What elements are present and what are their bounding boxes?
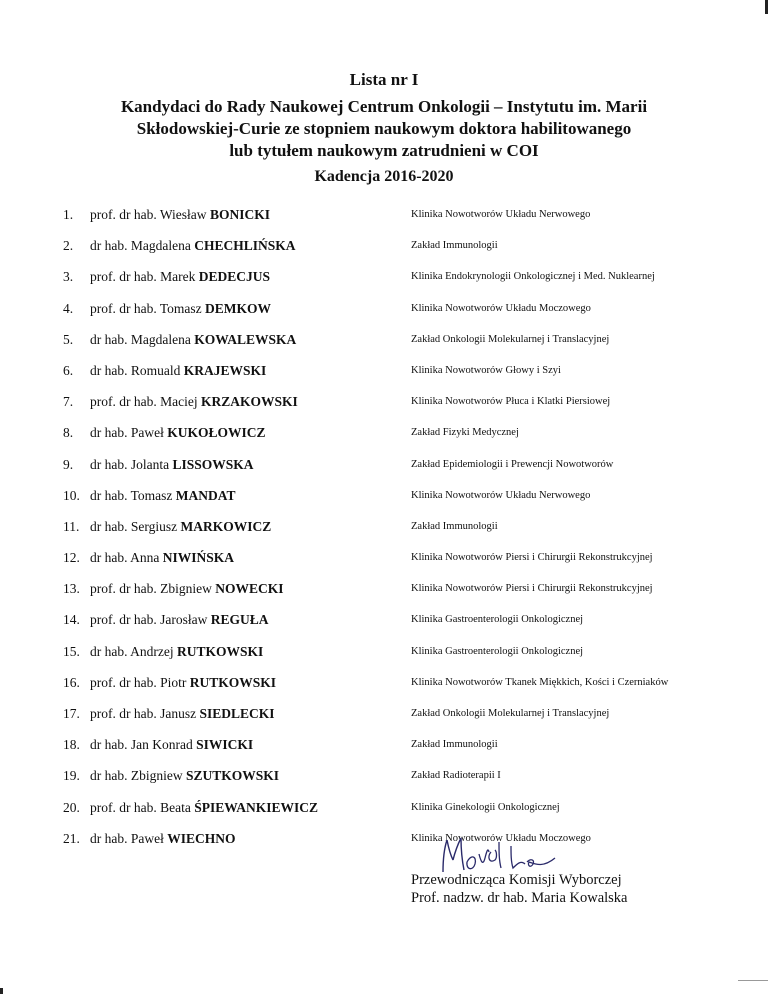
candidate-surname: SIEDLECKI — [199, 706, 275, 721]
candidate-row — [0, 387, 768, 418]
candidate-row — [0, 325, 768, 356]
candidate-unit: Klinika Nowotworów Układu Nerwowego — [411, 209, 591, 220]
candidate-title: prof. dr hab. Piotr — [90, 674, 187, 690]
candidate-surname: MANDAT — [175, 487, 236, 503]
candidate-title: prof. dr hab. Maciej — [90, 394, 198, 410]
candidate-unit: Zakład Immunologii — [411, 240, 498, 252]
candidate-surname: NIWIŃSKA — [162, 550, 234, 566]
candidate-number: 17. — [63, 706, 80, 721]
candidate-name — [90, 488, 236, 504]
candidate-row — [0, 418, 768, 449]
title-line-3: lub tytułem naukowym zatrudnieni w COI — [229, 141, 539, 160]
candidate-number: 21. — [63, 830, 80, 846]
candidate-number: 5. — [63, 331, 74, 347]
candidate-row — [0, 605, 768, 636]
signature-role: Przewodnicząca Komisji Wyborczej — [411, 872, 622, 888]
candidate-row — [0, 200, 768, 231]
candidate-surname: KRAJEWSKI — [183, 362, 267, 378]
title-line-1: Kandydaci do Rady Naukowej Centrum Onkologii – Instytutu im. Marii — [120, 97, 648, 116]
candidate-name — [90, 332, 296, 348]
candidate-surname: ŚPIEWANKIEWICZ — [194, 799, 318, 815]
candidate-number: 4. — [63, 300, 74, 316]
candidate-row — [0, 356, 768, 387]
candidate-row — [0, 637, 768, 668]
candidate-number: 15. — [63, 643, 80, 659]
candidate-title: dr hab. Magdalena — [90, 331, 191, 347]
candidate-row — [0, 262, 768, 293]
candidate-unit: Zakład Radioterapii I — [411, 770, 501, 782]
candidate-name — [90, 238, 296, 254]
candidate-title: dr hab. Paweł — [90, 425, 164, 441]
candidate-row — [0, 543, 768, 574]
candidate-surname: SIWICKI — [196, 737, 254, 753]
candidate-surname: REGUŁA — [210, 612, 269, 628]
candidate-title: prof. dr hab. Beata — [90, 799, 191, 815]
candidate-row — [0, 574, 768, 605]
candidate-number: 3. — [63, 269, 74, 285]
candidate-row — [0, 668, 768, 699]
candidate-title: prof. dr hab. Zbigniew — [90, 581, 212, 597]
candidate-title: prof. dr hab. Tomasz — [90, 300, 202, 316]
candidate-surname: WIECHNO — [167, 830, 236, 846]
scan-artifact — [0, 988, 3, 994]
candidate-number: 12. — [63, 550, 80, 566]
candidate-surname: RUTKOWSKI — [176, 643, 264, 659]
candidate-surname: CHECHLIŃSKA — [194, 238, 296, 254]
candidate-title: dr hab. Jolanta — [90, 456, 170, 472]
candidate-title: dr hab. Andrzej — [90, 643, 174, 659]
candidate-unit: Klinika Endokrynologii Onkologicznej i Med. Nuklearnej — [411, 271, 655, 283]
candidate-number: 14. — [63, 612, 80, 628]
candidate-unit: Klinika Ginekologii Onkologicznej — [411, 801, 560, 813]
candidate-name — [90, 269, 270, 285]
candidate-number: 13. — [63, 581, 80, 597]
candidate-unit: Klinika Gastroenterologii Onkologicznej — [411, 645, 584, 657]
candidate-unit: Klinika Nowotworów Układu Moczowego — [411, 302, 591, 314]
candidate-unit: Zakład Onkologii Molekularnej i Translacyjnej — [411, 333, 610, 345]
candidate-name — [90, 831, 236, 847]
candidate-name — [90, 737, 253, 753]
candidate-row — [0, 699, 768, 730]
candidate-title: dr hab. Tomasz — [90, 487, 173, 503]
candidate-unit: Klinika Nowotworów Głowy i Szyi — [411, 364, 561, 376]
candidate-name — [90, 581, 283, 597]
candidate-title: dr hab. Romuald — [90, 362, 181, 378]
candidate-name — [90, 301, 271, 317]
candidate-title: prof. dr hab. Wiesław — [90, 207, 207, 222]
candidate-surname: RUTKOWSKI — [189, 674, 277, 690]
candidate-name — [90, 394, 298, 410]
signature-name: Prof. nadzw. dr hab. Maria Kowalska — [411, 890, 628, 906]
candidate-title: prof. dr hab. Marek — [90, 269, 196, 285]
candidate-name — [90, 675, 276, 691]
candidate-title: dr hab. Paweł — [90, 830, 164, 846]
candidate-surname: NOWECKI — [215, 581, 284, 597]
candidate-surname: MARKOWICZ — [180, 518, 272, 534]
candidate-surname: KUKOŁOWICZ — [167, 425, 266, 441]
candidate-number: 20. — [63, 799, 80, 815]
candidate-surname: SZUTKOWSKI — [185, 768, 280, 784]
candidate-name — [90, 644, 263, 660]
candidate-row — [0, 294, 768, 325]
candidate-number: 1. — [63, 207, 74, 222]
candidate-unit: Klinika Nowotworów Płuca i Klatki Piersiowej — [411, 396, 611, 408]
candidate-title: dr hab. Magdalena — [90, 238, 191, 254]
candidate-row — [0, 231, 768, 262]
candidate-unit: Klinika Gastroenterologii Onkologicznej — [411, 614, 584, 626]
candidate-name — [90, 363, 266, 379]
candidate-title: dr hab. Jan Konrad — [90, 737, 193, 753]
candidate-list — [0, 200, 768, 855]
candidate-unit: Klinika Nowotworów Piersi i Chirurgii Rekonstrukcyjnej — [411, 552, 653, 564]
candidate-unit: Zakład Immunologii — [411, 739, 498, 751]
candidate-row — [0, 450, 768, 481]
title-line-2: Skłodowskiej-Curie ze stopniem naukowym doktora habilitowanego — [136, 119, 632, 138]
candidate-surname: KOWALEWSKA — [194, 331, 297, 347]
candidate-name — [90, 550, 234, 566]
candidate-unit: Klinika Nowotworów Piersi i Chirurgii Rekonstrukcyjnej — [411, 583, 653, 595]
candidate-unit: Zakład Onkologii Molekularnej i Translacyjnej — [411, 708, 610, 719]
candidate-unit: Klinika Nowotworów Układu Moczowego — [411, 832, 591, 844]
candidate-row — [0, 481, 768, 512]
candidate-title: dr hab. Sergiusz — [90, 518, 178, 534]
candidate-surname: DEDECJUS — [198, 269, 270, 285]
candidate-row — [0, 793, 768, 824]
term-subtitle: Kadencja 2016-2020 — [314, 168, 454, 185]
candidate-name — [90, 425, 266, 441]
candidate-unit: Zakład Fizyki Medycznej — [411, 427, 519, 439]
candidate-name — [90, 800, 318, 816]
candidate-name — [90, 768, 279, 784]
candidate-number: 11. — [63, 518, 80, 534]
candidate-title: dr hab. Anna — [90, 550, 160, 566]
candidate-title: prof. dr hab. Janusz — [90, 706, 197, 721]
candidate-unit: Klinika Nowotworów Tkanek Miękkich, Kości i Czerniaków — [411, 676, 669, 688]
candidate-unit: Klinika Nowotworów Układu Nerwowego — [411, 489, 591, 501]
candidate-title: dr hab. Zbigniew — [90, 768, 183, 784]
candidate-name — [90, 457, 254, 473]
candidate-name — [90, 612, 268, 628]
candidate-number: 18. — [63, 737, 80, 753]
candidate-unit: Zakład Epidemiologii i Prewencji Nowotworów — [411, 458, 614, 470]
candidate-number: 9. — [63, 456, 74, 472]
candidate-number: 7. — [63, 394, 74, 410]
candidate-surname: LISSOWSKA — [172, 456, 254, 472]
candidate-number: 16. — [63, 674, 80, 690]
candidate-row — [0, 824, 768, 855]
candidate-number: 2. — [63, 238, 74, 254]
candidate-row — [0, 730, 768, 761]
candidate-number: 6. — [63, 362, 74, 378]
candidate-surname: BONICKI — [209, 207, 270, 222]
candidate-number: 19. — [63, 768, 80, 784]
candidate-name — [90, 519, 271, 535]
candidate-row — [0, 512, 768, 543]
candidate-number: 10. — [63, 487, 80, 503]
document-title — [0, 96, 768, 162]
candidate-row — [0, 761, 768, 792]
candidate-unit: Zakład Immunologii — [411, 520, 498, 532]
candidate-name — [90, 706, 275, 722]
candidate-name — [90, 207, 270, 223]
candidate-surname: KRZAKOWSKI — [200, 394, 298, 410]
scan-artifact — [738, 980, 768, 981]
list-number: Lista nr I — [349, 70, 419, 89]
candidate-surname: DEMKOW — [205, 300, 272, 316]
candidate-number: 8. — [63, 425, 74, 441]
candidate-title: prof. dr hab. Jarosław — [90, 612, 208, 628]
